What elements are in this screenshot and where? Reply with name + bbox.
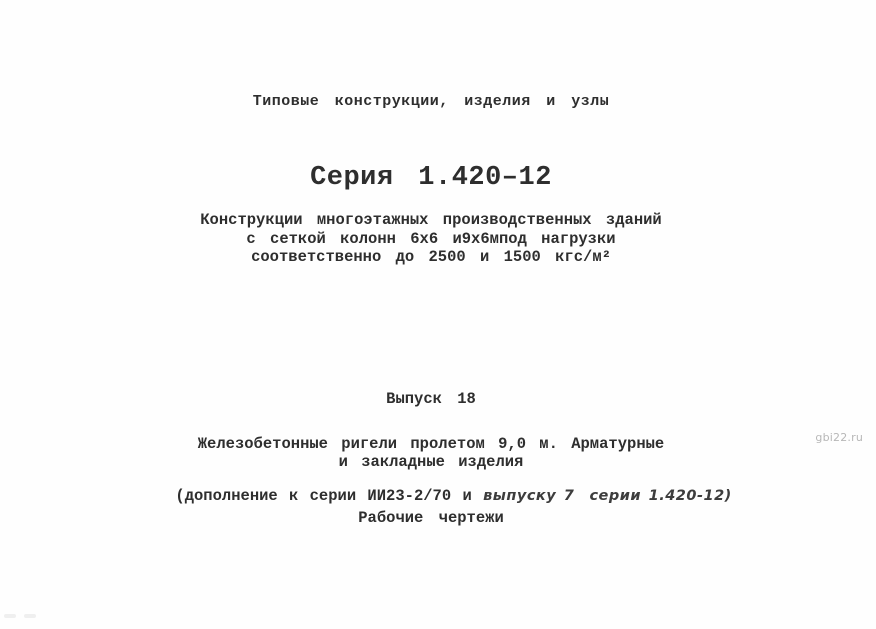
subtitle-line-2: и закладные изделия <box>338 453 524 471</box>
site-watermark: gbi22.ru <box>815 431 863 444</box>
scan-artifact <box>24 614 36 618</box>
description-line-2: с сеткой колонн 6х6 и9х6мпод нагрузки <box>246 230 616 248</box>
document-type-footer: Рабочие чертежи <box>358 509 504 527</box>
supplement-note-handwritten: выпуску 7 серии 1.420-12) <box>483 488 732 504</box>
description-line-1: Конструкции многоэтажных производственных зданий <box>200 211 662 229</box>
description-line-3: соответственно до 2500 и 1500 кгс/м² <box>251 248 611 266</box>
document-category-header: Типовые конструкции, изделия и узлы <box>252 93 610 110</box>
series-title: Серия 1.420–12 <box>310 163 552 193</box>
issue-number: Выпуск 18 <box>386 390 476 408</box>
supplement-note-typed: (дополнение к серии ИИ23-2/70 и <box>175 487 484 505</box>
subtitle-line-1: Железобетонные ригели пролетом 9,0 м. Арматурные <box>197 435 665 453</box>
scan-artifact <box>4 614 16 618</box>
